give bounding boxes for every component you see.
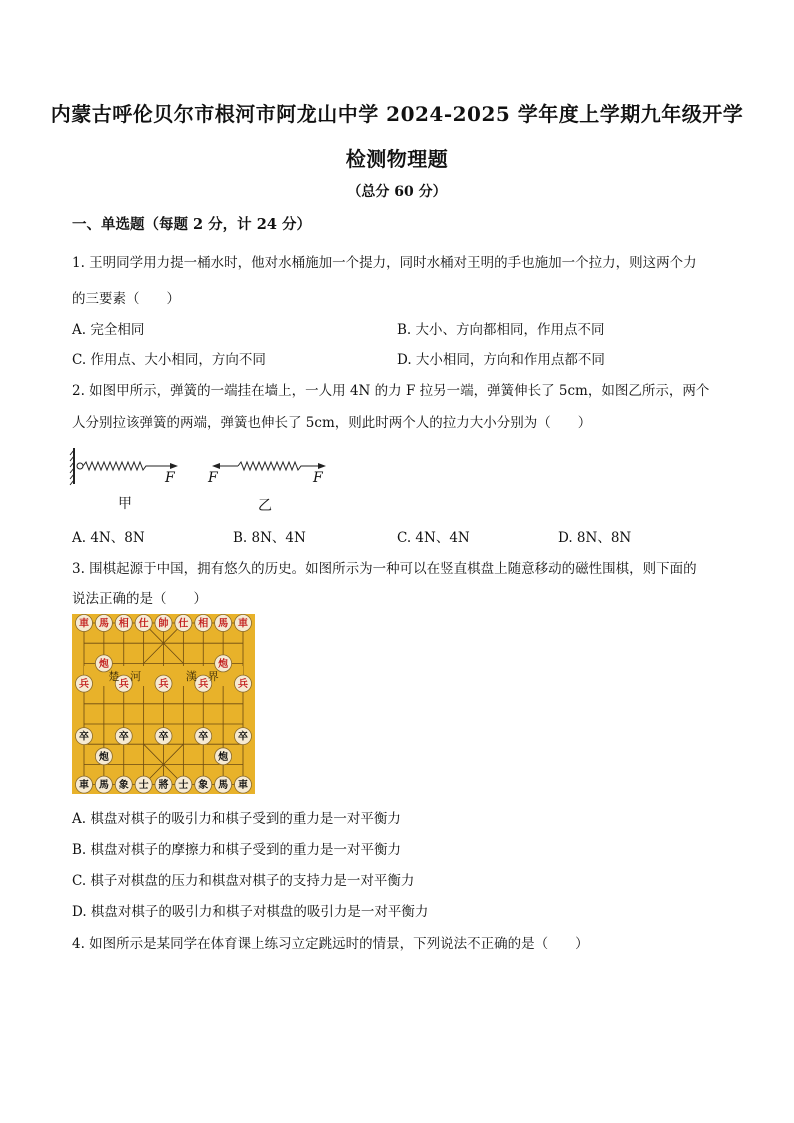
q3-option-b: B. 棋盘对棋子的摩擦力和棋子受到的重力是一对平衡力 xyxy=(72,842,402,858)
chess-piece-red-soldier xyxy=(76,675,93,692)
q2-stem-line2: 人分别拉该弹簧的两端，弹簧也伸长了 5cm，则此时两个人的拉力大小分别为（ ） xyxy=(72,415,592,431)
page-title-line2: 检测物理题 xyxy=(345,147,449,171)
chess-piece-black-soldier xyxy=(115,728,132,745)
q2-option-a: A. 4N、8N xyxy=(72,530,145,546)
svg-text:馬: 馬 xyxy=(218,780,229,792)
chess-board-figure xyxy=(72,614,255,794)
chess-piece-black-soldier xyxy=(195,728,212,745)
svg-text:將: 將 xyxy=(158,780,169,792)
q2-option-b: B. 8N、4N xyxy=(233,530,306,546)
svg-text:車: 車 xyxy=(79,780,89,792)
svg-text:馬: 馬 xyxy=(98,780,109,792)
svg-text:卒: 卒 xyxy=(79,731,89,743)
chess-piece-red-back xyxy=(95,615,112,632)
chess-piece-red-back xyxy=(195,615,212,632)
chess-piece-black-soldier xyxy=(76,728,93,745)
svg-text:帥: 帥 xyxy=(158,618,169,630)
chess-piece-black-back xyxy=(195,776,212,793)
chess-piece-black-back xyxy=(235,776,252,793)
svg-text:士: 士 xyxy=(178,780,189,792)
chess-piece-black-soldier xyxy=(235,728,252,745)
wall-icon xyxy=(70,448,74,485)
svg-text:車: 車 xyxy=(238,780,248,792)
chess-piece-black-back xyxy=(95,776,112,793)
q1-option-d: D. 大小相同，方向和作用点都不同 xyxy=(397,352,605,368)
svg-text:炮: 炮 xyxy=(98,658,109,670)
chess-piece-black-back xyxy=(155,776,172,793)
svg-text:相: 相 xyxy=(198,618,209,630)
svg-text:兵: 兵 xyxy=(158,679,169,691)
svg-text:車: 車 xyxy=(79,618,89,630)
chess-piece-black-cannon xyxy=(215,748,232,765)
svg-text:卒: 卒 xyxy=(158,731,169,743)
score-note: （总分 60 分） xyxy=(347,184,447,200)
chess-piece-red-back xyxy=(135,615,152,632)
chess-piece-red-back xyxy=(115,615,132,632)
chess-piece-red-back xyxy=(235,615,252,632)
svg-text:相: 相 xyxy=(118,618,129,630)
svg-text:兵: 兵 xyxy=(79,679,89,691)
q1-option-c: C. 作用点、大小相同，方向不同 xyxy=(72,352,266,368)
chess-piece-red-back xyxy=(175,615,192,632)
q1-stem-line2: 的三要素（ ） xyxy=(72,291,180,307)
label-f-yi-left: F xyxy=(208,470,218,486)
svg-text:卒: 卒 xyxy=(238,731,248,743)
svg-text:兵: 兵 xyxy=(238,679,248,691)
chess-piece-red-back xyxy=(155,615,172,632)
q3-option-d: D. 棋盘对棋子的吸引力和棋子对棋盘的吸引力是一对平衡力 xyxy=(72,904,429,920)
chess-piece-black-back xyxy=(115,776,132,793)
svg-text:仕: 仕 xyxy=(178,618,189,630)
chess-piece-black-back xyxy=(215,776,232,793)
q2-stem-line1: 2. 如图甲所示，弹簧的一端挂在墙上，一人用 4N 的力 F 拉另一端，弹簧伸长了 5cm，如图乙所示，两个 xyxy=(72,383,710,399)
q1-option-b: B. 大小、方向都相同，作用点不同 xyxy=(397,322,605,338)
q4-stem-line1: 4. 如图所示是某同学在体育课上练习立定跳远时的情景，下列说法不正确的是（ ） xyxy=(72,936,589,952)
svg-text:馬: 馬 xyxy=(218,618,229,630)
svg-text:炮: 炮 xyxy=(218,658,229,670)
river-text: 漢 xyxy=(185,670,197,683)
chess-piece-red-back xyxy=(76,615,93,632)
river-text: 界 xyxy=(207,670,219,683)
caption-yi: 乙 xyxy=(258,498,272,514)
chess-piece-red-soldier xyxy=(155,675,172,692)
chess-piece-black-soldier xyxy=(155,728,172,745)
river-text: 河 xyxy=(130,670,142,683)
svg-text:卒: 卒 xyxy=(118,731,129,743)
q3-option-a: A. 棋盘对棋子的吸引力和棋子受到的重力是一对平衡力 xyxy=(72,811,401,827)
svg-text:兵: 兵 xyxy=(118,679,129,691)
chess-piece-red-back xyxy=(215,615,232,632)
chess-piece-black-cannon xyxy=(95,748,112,765)
section-heading: 一、单选题（每题 2 分，计 24 分） xyxy=(72,216,311,233)
q1-option-a: A. 完全相同 xyxy=(72,322,145,338)
svg-text:馬: 馬 xyxy=(98,618,109,630)
q3-stem-line1: 3. 围棋起源于中国，拥有悠久的历史。如图所示为一种可以在竖直棋盘上随意移动的磁性围棋，则下面的 xyxy=(72,561,697,577)
chess-piece-black-back xyxy=(76,776,93,793)
label-f-yi-right: F xyxy=(313,470,323,486)
river-text: 楚 xyxy=(108,670,120,683)
q1-stem-line1: 1. 王明同学用力提一桶水时，他对水桶施加一个提力，同时水桶对王明的手也施加一个拉力，则这两个力 xyxy=(72,255,697,271)
svg-text:卒: 卒 xyxy=(198,731,209,743)
q3-stem-line2: 说法正确的是（ ） xyxy=(72,591,207,607)
svg-text:仕: 仕 xyxy=(138,618,149,630)
svg-text:炮: 炮 xyxy=(218,751,229,763)
svg-text:象: 象 xyxy=(198,780,209,792)
chess-piece-red-soldier xyxy=(235,675,252,692)
svg-text:士: 士 xyxy=(138,780,149,792)
svg-text:象: 象 xyxy=(118,780,129,792)
q2-option-d: D. 8N、8N xyxy=(558,530,632,546)
chess-piece-black-back xyxy=(175,776,192,793)
page-title-line1: 内蒙古呼伦贝尔市根河市阿龙山中学 2024-2025 学年度上学期九年级开学 xyxy=(50,102,744,126)
q3-option-c: C. 棋子对棋盘的压力和棋盘对棋子的支持力是一对平衡力 xyxy=(72,873,415,889)
label-f-jia: F xyxy=(165,470,175,486)
svg-text:車: 車 xyxy=(238,618,248,630)
spring-jia-icon xyxy=(77,462,178,470)
chess-piece-black-back xyxy=(135,776,152,793)
q2-option-c: C. 4N、4N xyxy=(397,530,470,546)
svg-text:兵: 兵 xyxy=(198,679,209,691)
svg-text:炮: 炮 xyxy=(98,751,109,763)
spring-diagram xyxy=(68,444,338,516)
spring-yi-icon xyxy=(212,462,326,470)
caption-jia: 甲 xyxy=(118,496,132,512)
